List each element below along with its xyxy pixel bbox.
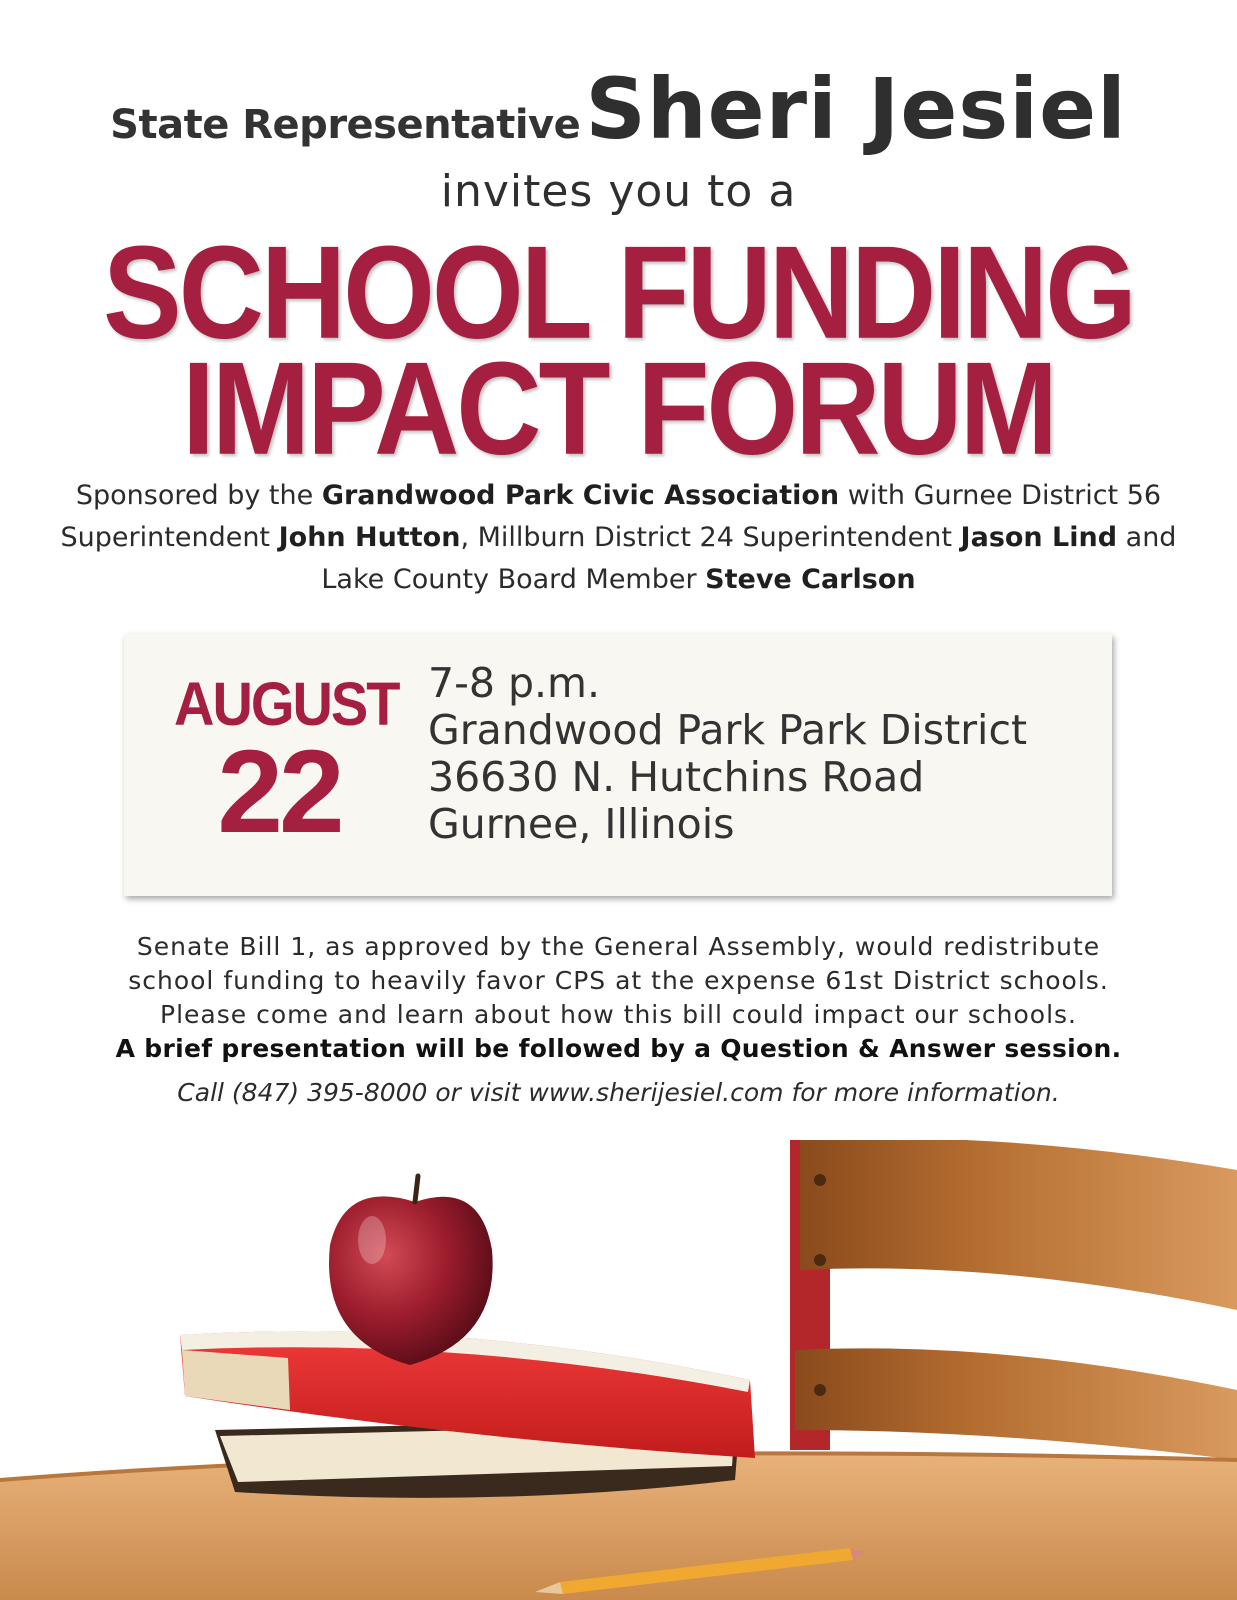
body-bold-line: A brief presentation will be followed by a Question & Answer session. <box>115 1034 1122 1063</box>
book-stack <box>180 1331 755 1497</box>
sponsor-person3: Steve Carlson <box>705 564 916 595</box>
body-line-2: school funding to heavily favor CPS at the expense 61st District schools. <box>128 966 1109 995</box>
sponsor-mid: , Millburn District 24 Superintendent <box>460 522 961 553</box>
event-details <box>428 660 1027 848</box>
sponsor-person1: John Hutton <box>278 522 461 553</box>
event-time: 7-8 p.m. <box>428 659 601 707</box>
event-title-line1: SCHOOL FUNDING <box>103 219 1134 367</box>
rep-title: State Representative <box>110 102 581 148</box>
date-month: AUGUST <box>174 669 399 739</box>
invite-text: invites you to a <box>440 166 797 217</box>
sponsor-and: and Lake County Board Member <box>321 522 1177 595</box>
sponsor-text <box>40 475 1197 601</box>
contact-info: Call (847) 395-8000 or visit www.sherijesiel.com for more information. <box>177 1078 1060 1107</box>
body-line-1: Senate Bill 1, as approved by the General Assembly, would redistribute <box>136 932 1101 961</box>
event-date-box <box>124 634 1112 896</box>
event-address: 36630 N. Hutchins Road <box>428 753 925 801</box>
sponsor-org: Grandwood Park Civic Association <box>321 480 840 511</box>
sponsor-prefix: Sponsored by the <box>75 480 322 511</box>
rep-name: Sheri Jesiel <box>585 60 1127 158</box>
date-day: 22 <box>217 726 341 858</box>
event-venue: Grandwood Park Park District <box>428 706 1028 754</box>
body-text <box>60 930 1177 1066</box>
header-line <box>0 60 1237 158</box>
school-desk-illustration <box>0 1140 1237 1600</box>
event-title-line2: IMPACT FORUM <box>182 335 1055 483</box>
event-city: Gurnee, Illinois <box>428 800 735 848</box>
body-line-3: Please come and learn about how this bill could impact our schools. <box>160 1000 1077 1029</box>
sponsor-with: with Gurnee District 56 Superintendent <box>60 480 1162 553</box>
chair <box>790 1140 1237 1460</box>
sponsor-person2: Jason Lind <box>960 522 1118 553</box>
